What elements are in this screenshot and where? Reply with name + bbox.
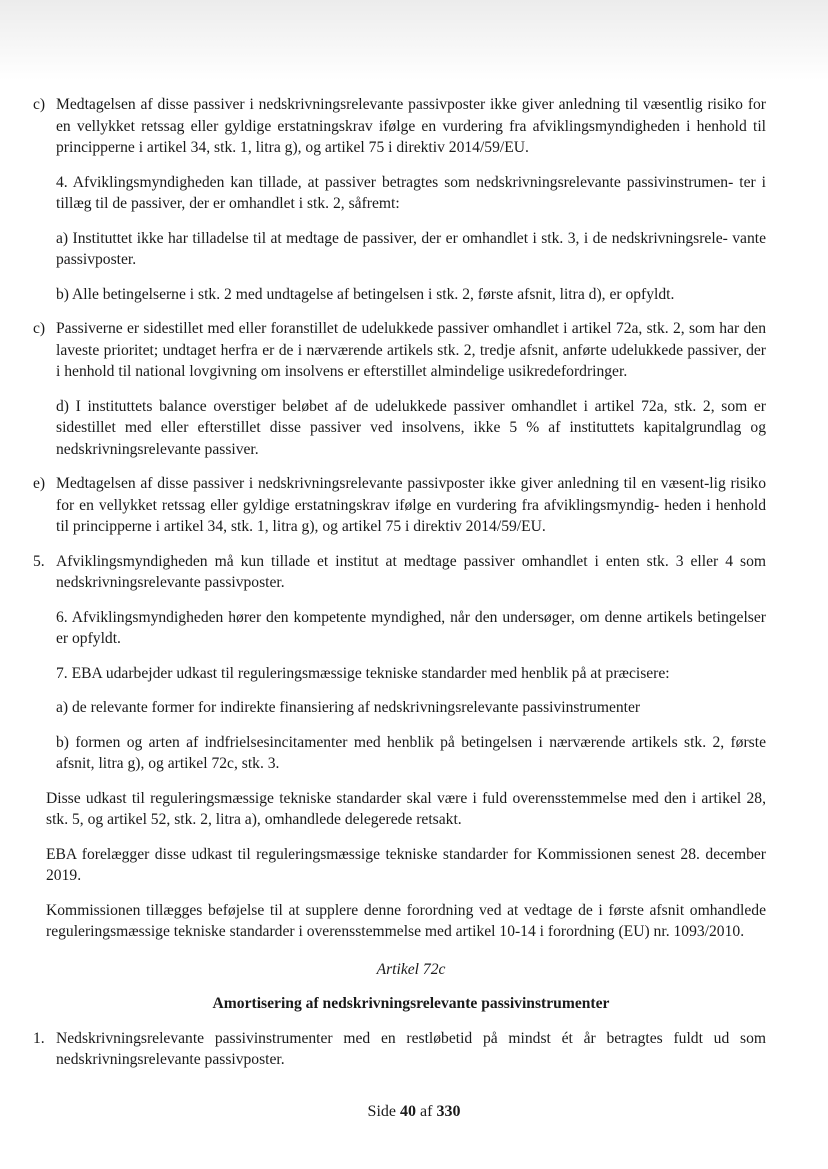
paragraph: b) formen og arten af indfrielsesincitamenter med henblik på betingelsen i nærværende artikels stk. 2, første afsnit, litra g), og artikel 72c, stk. 3. (56, 733, 766, 772)
footer-page-number: 40 (400, 1103, 416, 1120)
list-item-text: Afviklingsmyndigheden må kun tillade et institut at medtage passiver omhandlet i enten stk. 3 eller 4 som nedskrivningsrelevante passivposter. (56, 552, 766, 591)
footer-total-pages: 330 (436, 1103, 461, 1120)
page-footer (0, 1103, 828, 1121)
paragraph: EBA forelægger disse udkast til reguleringsmæssige tekniske standarder for Kommissionen senest 28. december 2019. (46, 845, 766, 884)
list-item (33, 94, 766, 159)
list-marker: e) (33, 475, 46, 492)
list-item (33, 473, 766, 538)
list-item-text: Passiverne er sidestillet med eller foranstillet de udelukkede passiver omhandlet i artikel 72a, stk. 2, som har den laveste prioritet; undtaget herfra er de i nærværende artikels stk. 2, tredje afsnit, anførte udelukkede passiver, der i henhold til national lovgivning om insolvens er efterstillet almindelige usikredefordringer. (56, 320, 766, 380)
paragraph: 6. Afviklingsmyndigheden hører den kompetente myndighed, når den undersøger, om denne artikels betingelser er opfyldt. (56, 608, 766, 647)
paragraph: a) Instituttet ikke har tilladelse til at medtage de passiver, der er omhandlet i stk. 3, i de nedskrivningsrele- vante passivposter. (56, 229, 766, 268)
list-marker: c) (33, 96, 46, 113)
list-marker: 5. (33, 552, 45, 570)
paragraph: a) de relevante former for indirekte finansiering af nedskrivningsrelevante passivinstrumenter (56, 699, 641, 716)
paragraph: 4. Afviklingsmyndigheden kan tillade, at passiver betragtes som nedskrivningsrelevante passivinstrumen- ter i tillæg til de passiver, der er omhandlet i stk. 2, såfremt: (56, 173, 766, 212)
paragraph: Disse udkast til reguleringsmæssige tekniske standarder skal være i fuld overensstemmelse med den i artikel 28, stk. 5, og artikel 52, stk. 2, litra a), omhandlede delegerede retsakt. (46, 789, 766, 828)
list-item (33, 551, 766, 594)
list-item (33, 318, 766, 383)
article-heading: Artikel 72c (376, 960, 446, 978)
paragraph: d) I instituttets balance overstiger beløbet af de udelukkede passiver omhandlet i artikel 72a, stk. 2, som er sidestillet med eller efterstillet disse passiver ved insolvens, ikke 5 % af instituttets kapitalgrundlag og nedskrivningsrelevante passiver. (56, 397, 766, 458)
paragraph: b) Alle betingelserne i stk. 2 med undtagelse af betingelsen i stk. 2, første afsnit, litra d), er opfyldt. (56, 285, 675, 303)
list-item-text: Nedskrivningsrelevante passivinstrumenter med en restløbetid på mindst ét år betragtes fuldt ud som nedskrivningsrelevante passivposter. (56, 1029, 766, 1068)
list-item-text: Medtagelsen af disse passiver i nedskrivningsrelevante passivposter ikke giver anledning til en væsent-lig risiko for en vellykket retssag eller gyldige erstatningskrav ifølge en vurdering fra afviklingsmyndig- heden i henhold til principperne i artikel 34, stk. 1, litra g), og artikel 75 i direktiv 2014/59/EU. (56, 475, 766, 535)
paragraph: 7. EBA udarbejder udkast til reguleringsmæssige tekniske standarder med henblik på at præcisere: (56, 664, 670, 682)
footer-prefix: Side (367, 1103, 396, 1120)
footer-middle: af (420, 1103, 433, 1120)
list-marker: c) (33, 320, 46, 337)
document-body (0, 94, 828, 1071)
scan-shadow (0, 0, 828, 80)
list-item-text: Medtagelsen af disse passiver i nedskrivningsrelevante passivposter ikke giver anledning til væsentlig risiko for en vellykket retssag eller gyldige erstatningskrav ifølge en vurdering fra afviklingsmyndigheden i henhold til principperne i artikel 34, stk. 1, litra g), og artikel 75 i direktiv 2014/59/EU. (56, 96, 766, 156)
list-marker: 1. (33, 1029, 45, 1047)
list-item (33, 1028, 766, 1071)
article-title: Amortisering af nedskrivningsrelevante passivinstrumenter (212, 995, 610, 1012)
paragraph: Kommissionen tillægges beføjelse til at supplere denne forordning ved at vedtage de i første afsnit omhandlede reguleringsmæssige tekniske standarder i overensstemmelse med artikel 10-14 i forordning (EU) nr. 1093/2010. (46, 901, 766, 940)
